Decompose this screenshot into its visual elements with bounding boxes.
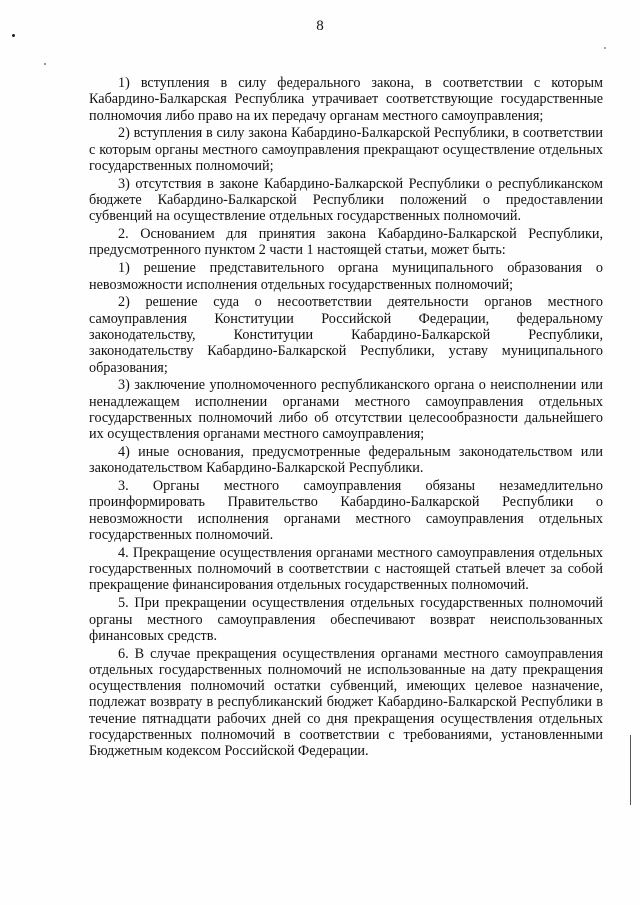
paragraph: 1) решение представительного органа муниципального образования о невозможности исполнения отдельных государственных полномочий; [89, 260, 603, 293]
document-body [89, 75, 603, 761]
paragraph: 2) решение суда о несоответствии деятельности органов местного самоуправления Конституции Российской Федерации, федеральному законодательству, Конституции Кабардино-Балкарской Республики, законодательству Кабардино-Балкарской Республики, уставу муниципального образования; [89, 294, 603, 376]
scan-edge-mark [630, 735, 631, 805]
paragraph: 4. Прекращение осуществления органами местного самоуправления отдельных государственных полномочий в соответствии с настоящей статьей влечет за собой прекращение финансирования отдельных государственных полномочий. [89, 544, 603, 594]
paragraph: 3) заключение уполномоченного республиканского органа о неисполнении или ненадлежащем исполнении органами местного самоуправления отдельных государственных полномочий либо об отсутствии целесообразности дальнейшего их осуществления органами местного самоуправления; [89, 377, 603, 443]
paragraph: 3. Органы местного самоуправления обязаны незамедлительно проинформировать Правительство Кабардино-Балкарской Республики о невозможности исполнения органами местного самоуправления отдельных государственных полномочий. [89, 478, 603, 544]
scan-speck [604, 47, 606, 49]
page-number: 8 [316, 18, 324, 34]
paragraph: 3) отсутствия в законе Кабардино-Балкарской Республики о республиканском бюджете Кабардино-Балкарской Республики положений о предоставлении субвенций на осуществление отдельных государственных полномочий. [89, 175, 603, 225]
paragraph: 1) вступления в силу федерального закона, в соответствии с которым Кабардино-Балкарская Республика утрачивает соответствующие государственные полномочия либо право на их передачу органам местного самоуправления; [89, 75, 603, 124]
paragraph: 2. Основанием для принятия закона Кабардино-Балкарской Республики, предусмотренного пунктом 2 части 1 настоящей статьи, может быть: [89, 226, 603, 259]
paragraph: 6. В случае прекращения осуществления органами местного самоуправления отдельных государственных полномочий не использованные на дату прекращения осуществления полномочий остатки субвенций, имеющих целевое назначение, подлежат возврату в республиканский бюджет Кабардино-Балкарской Республики в течение пятнадцати рабочих дней со дня прекращения осуществления отдельных государственных полномочий в соответствии с требованиями, установленными Бюджетным кодексом Российской Федерации. [89, 645, 603, 760]
scan-speck [44, 63, 46, 65]
paragraph: 4) иные основания, предусмотренные федеральным законодательством или законодательством Кабардино-Балкарской Республики. [89, 444, 603, 477]
paragraph: 5. При прекращении осуществления отдельных государственных полномочий органы местного самоуправления обеспечивают возврат неиспользованных финансовых средств. [89, 595, 603, 644]
paragraph: 2) вступления в силу закона Кабардино-Балкарской Республики, в соответствии с которым органы местного самоуправления прекращают осуществление отдельных государственных полномочий; [89, 125, 603, 174]
